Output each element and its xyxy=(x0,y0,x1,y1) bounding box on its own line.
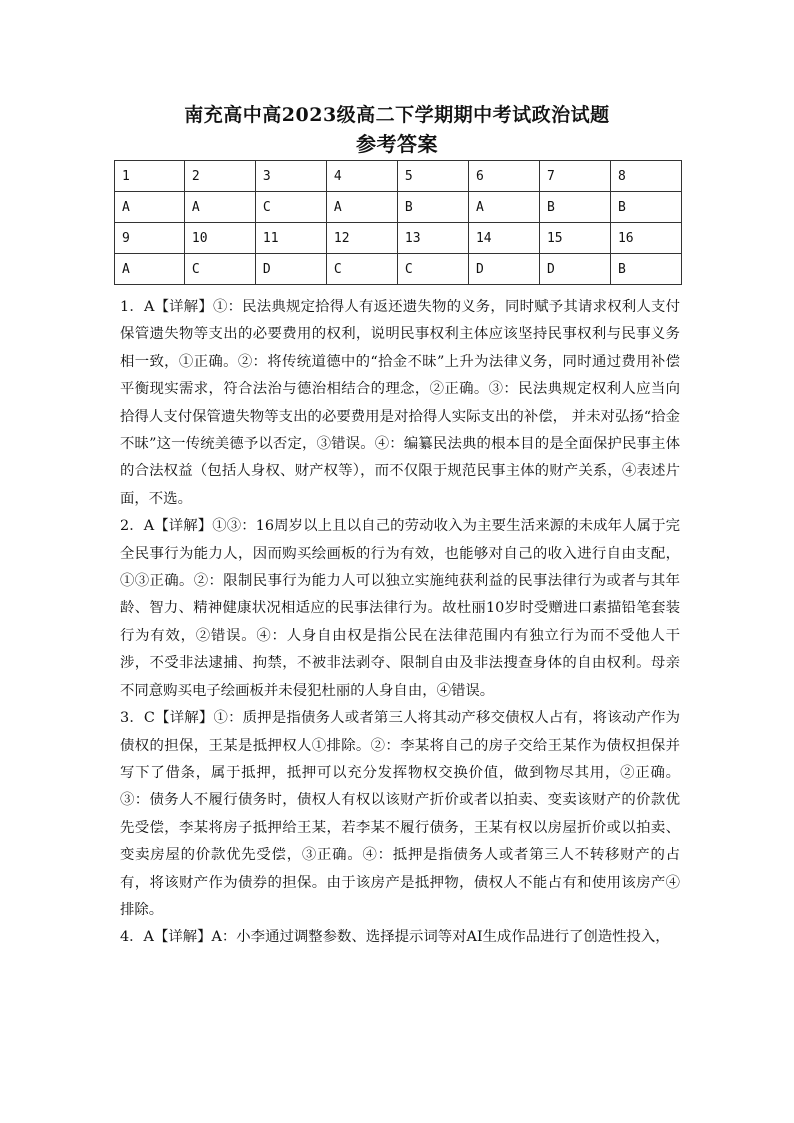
explanations xyxy=(120,294,680,952)
table-cell: 13 xyxy=(397,223,468,254)
table-cell: A xyxy=(184,192,255,223)
table-cell: 1 xyxy=(115,161,185,192)
table-cell: 8 xyxy=(610,161,681,192)
explanation-paragraph: 4．A【详解】A：小李通过调整参数、选择提示词等对AI生成作品进行了创造性投入， xyxy=(120,929,670,946)
table-cell: 5 xyxy=(397,161,468,192)
table-row xyxy=(115,161,682,192)
table-cell: B xyxy=(610,254,681,285)
table-cell: C xyxy=(397,254,468,285)
table-cell: B xyxy=(539,192,610,223)
table-cell: A xyxy=(326,192,397,223)
table-row xyxy=(115,192,682,223)
table-row xyxy=(115,254,682,285)
table-cell: 12 xyxy=(326,223,397,254)
explanation-paragraph: 1．A【详解】①：民法典规定拾得人有返还遗失物的义务，同时赋予其请求权利人支付保管遗失物等支出的必要费用的权利，说明民事权利主体应该坚持民事权利与民事义务相一致，①正确。②：将传统道德中的“拾金不昧”上升为法律义务，同时通过费用补偿平衡现实需求，符合法治与德治相结合的理念，②正确。③：民法典规定权利人应当向拾得人支付保管遗失物等支出的必要费用是对拾得人实际支出的补偿， 并未对弘扬“拾金不昧”这一传统美德予以否定，③错误。④：编纂民法典的根本目的是全面保护民事主体的合法权益（包括人身权、财产权等），而不仅限于规范民事主体的财产关系，④表述片面，不选。 xyxy=(120,299,680,507)
table-cell: 10 xyxy=(184,223,255,254)
document-subtitle: 参考答案 xyxy=(356,132,438,156)
table-cell: C xyxy=(255,192,326,223)
table-cell: 15 xyxy=(539,223,610,254)
table-cell: 6 xyxy=(468,161,539,192)
table-cell: 7 xyxy=(539,161,610,192)
table-cell: 16 xyxy=(610,223,681,254)
table-cell: D xyxy=(255,254,326,285)
table-cell: D xyxy=(539,254,610,285)
table-cell: A xyxy=(468,192,539,223)
table-cell: A xyxy=(115,254,185,285)
table-cell: C xyxy=(184,254,255,285)
table-cell: D xyxy=(468,254,539,285)
answer-table xyxy=(114,160,682,285)
table-cell: 11 xyxy=(255,223,326,254)
document-title: 南充高中高2023级高二下学期期中考试政治试题 xyxy=(184,104,610,126)
table-cell: 3 xyxy=(255,161,326,192)
table-cell: B xyxy=(610,192,681,223)
table-cell: 9 xyxy=(115,223,185,254)
table-cell: 4 xyxy=(326,161,397,192)
explanation-paragraph: 3．C【详解】①：质押是指债务人或者第三人将其动产移交债权人占有，将该动产作为债权的担保，王某是抵押权人①排除。②：李某将自己的房子交给王某作为债权担保并写下了借条，属于抵押，抵押可以充分发挥物权交换价值，做到物尽其用，②正确。③：债务人不履行债务时，债权人有权以该财产折价或者以拍卖、变卖该财产的价款优先受偿，李某将房子抵押给王某，若李某不履行债务，王某有权以房屋折价或以拍卖、变卖房屋的价款优先受偿，③正确。④：抵押是指债务人或者第三人不转移财产的占有，将该财产作为债券的担保。由于该房产是抵押物，债权人不能占有和使用该房产④排除。 xyxy=(120,710,680,918)
table-row xyxy=(115,223,682,254)
table-cell: A xyxy=(115,192,185,223)
table-cell: B xyxy=(397,192,468,223)
explanation-paragraph: 2．A【详解】①③：16周岁以上且以自己的劳动收入为主要生活来源的未成年人属于完全民事行为能力人，因而购买绘画板的行为有效，也能够对自己的收入进行自由支配，①③正确。②：限制民事行为能力人可以独立实施纯获利益的民事法律行为或者与其年龄、智力、精神健康状况相适应的民事法律行为。故杜丽10岁时受赠进口素描铅笔套装行为有效，②错误。④：人身自由权是指公民在法律范围内有独立行为而不受他人干涉，不受非法逮捕、拘禁，不被非法剥夺、限制自由及非法搜查身体的自由权利。母亲不同意购买电子绘画板并未侵犯杜丽的人身自由，④错误。 xyxy=(120,518,680,699)
table-cell: 14 xyxy=(468,223,539,254)
table-cell: 2 xyxy=(184,161,255,192)
table-cell: C xyxy=(326,254,397,285)
